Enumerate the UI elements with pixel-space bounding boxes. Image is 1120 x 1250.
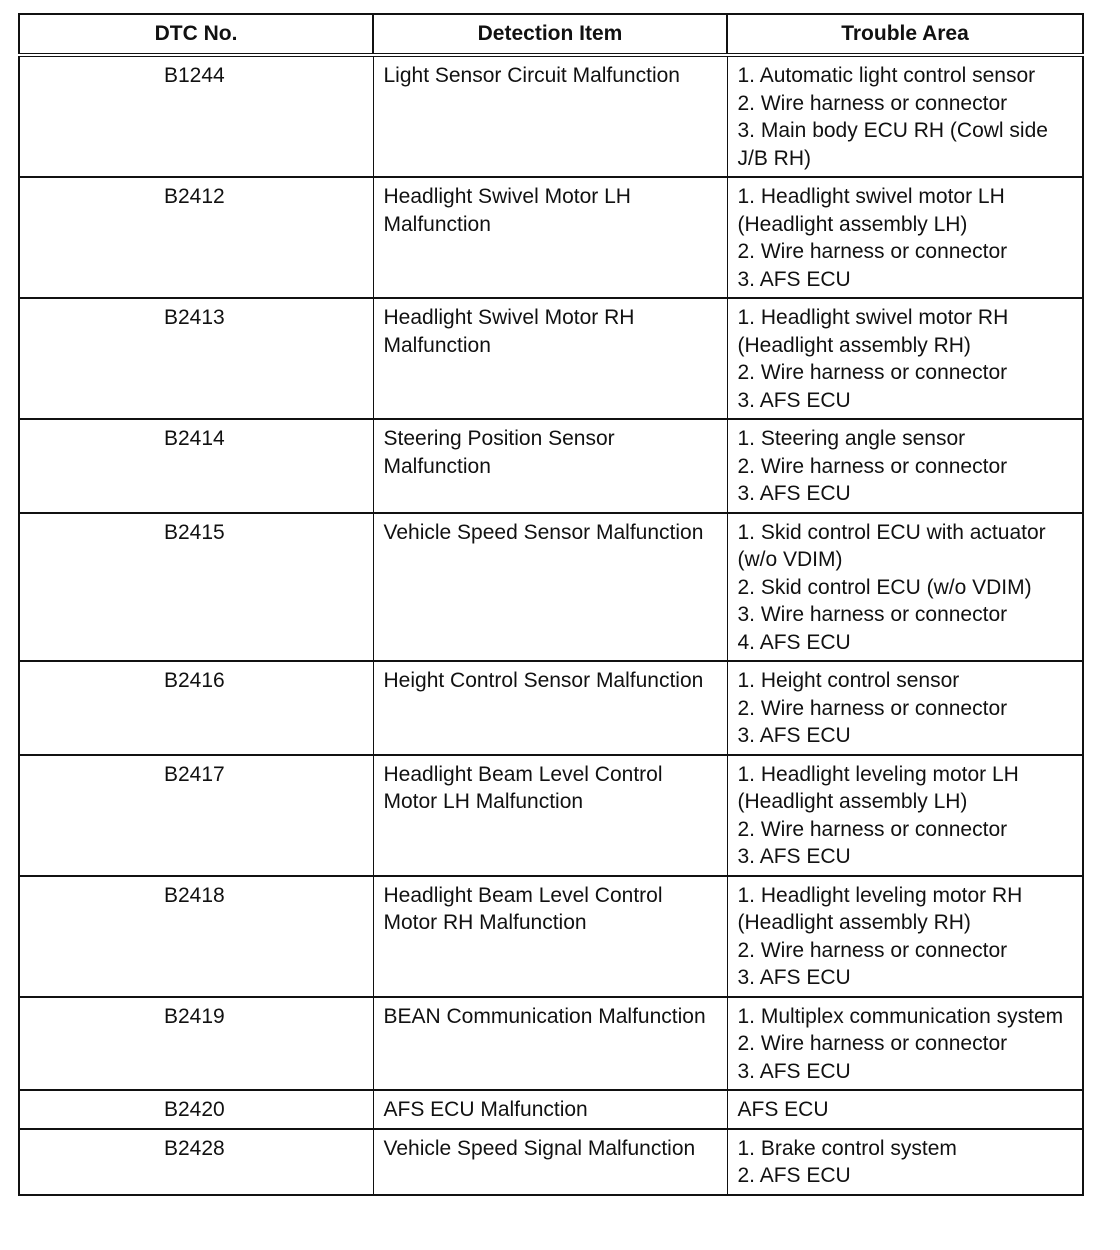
dtc-code-cell: B2417: [19, 755, 373, 876]
trouble-area-line: 2. Wire harness or connector: [737, 696, 1008, 720]
dtc-code-cell: B2416: [19, 661, 373, 755]
trouble-area-line: 2. AFS ECU: [737, 1164, 851, 1187]
header-detection-item: Detection Item: [373, 14, 727, 55]
trouble-area-line: 3. AFS ECU: [737, 724, 851, 747]
table-header: [19, 14, 1083, 55]
detection-item-cell: Steering Position Sensor Malfunction: [373, 419, 727, 513]
table-row: [19, 1129, 1083, 1195]
trouble-area-line: 2. Wire harness or connector: [737, 1032, 1008, 1055]
trouble-area-cell: [727, 1129, 1083, 1195]
trouble-area-cell: [727, 1090, 1083, 1129]
trouble-area-cell: [727, 55, 1083, 177]
table-row: [19, 55, 1083, 177]
trouble-area-line: 2. Skid control ECU (w/o VDIM): [737, 575, 1032, 599]
trouble-area-line: 2. Wire harness or connector: [737, 454, 1008, 478]
trouble-area-line: 1. Headlight leveling motor RH (Headlight assembly RH): [737, 883, 1029, 934]
trouble-area-cell: [727, 298, 1083, 419]
detection-item-cell: Vehicle Speed Signal Malfunction: [373, 1129, 727, 1195]
trouble-area-line: 1. Headlight leveling motor LH (Headlight assembly LH): [737, 762, 1025, 813]
trouble-area-cell: [727, 177, 1083, 298]
detection-item-cell: Headlight Beam Level Control Motor RH Malfunction: [373, 876, 727, 997]
table-row: [19, 513, 1083, 662]
trouble-area-cell: [727, 755, 1083, 876]
table-row: [19, 997, 1083, 1091]
trouble-area-line: 1. Multiplex communication system: [737, 1004, 1064, 1028]
detection-item-cell: Vehicle Speed Sensor Malfunction: [373, 513, 727, 662]
detection-item-cell: AFS ECU Malfunction: [373, 1090, 727, 1129]
dtc-code-cell: B2418: [19, 876, 373, 997]
trouble-area-cell: [727, 997, 1083, 1091]
trouble-area-line: 3. AFS ECU: [737, 267, 851, 291]
dtc-code-cell: B2428: [19, 1129, 373, 1195]
header-row: [19, 14, 1083, 55]
trouble-area-line: 3. Wire harness or connector: [737, 603, 1008, 626]
trouble-area-line: 3. AFS ECU: [737, 482, 851, 505]
trouble-area-line: 3. AFS ECU: [737, 1059, 851, 1083]
detection-item-cell: Headlight Swivel Motor LH Malfunction: [373, 177, 727, 298]
trouble-area-line: 2. Wire harness or connector: [737, 938, 1008, 962]
detection-item-cell: Height Control Sensor Malfunction: [373, 661, 727, 755]
trouble-area-line: 2. Wire harness or connector: [737, 91, 1008, 115]
dtc-code-cell: B2412: [19, 177, 373, 298]
table-row: [19, 661, 1083, 755]
dtc-code-cell: B2413: [19, 298, 373, 419]
trouble-area-line: 1. Steering angle sensor: [737, 427, 966, 450]
dtc-code-cell: B2420: [19, 1090, 373, 1129]
trouble-area-line: 1. Automatic light control sensor: [737, 64, 1036, 87]
detection-item-cell: Headlight Swivel Motor RH Malfunction: [373, 298, 727, 419]
trouble-area-cell: [727, 419, 1083, 513]
trouble-area-line: 3. AFS ECU: [737, 388, 851, 412]
trouble-area-line: 1. Brake control system: [737, 1136, 957, 1160]
table-row: [19, 1090, 1083, 1129]
header-dtc-no: DTC No.: [19, 14, 373, 55]
trouble-area-line: 1. Headlight swivel motor LH (Headlight assembly LH): [737, 185, 1011, 236]
trouble-area-cell: [727, 876, 1083, 997]
table-row: [19, 419, 1083, 513]
trouble-area-line: 3. Main body ECU RH (Cowl side J/B RH): [737, 119, 1054, 170]
trouble-area-line: 1. Height control sensor: [737, 669, 960, 692]
trouble-area-line: 3. AFS ECU: [737, 966, 851, 989]
trouble-area-cell: [727, 661, 1083, 755]
trouble-area-line: 4. AFS ECU: [737, 630, 851, 654]
dtc-code-cell: B2415: [19, 513, 373, 662]
trouble-area-line: 2. Wire harness or connector: [737, 817, 1008, 841]
table-row: [19, 755, 1083, 876]
dtc-code-cell: B1244: [19, 55, 373, 177]
detection-item-cell: BEAN Communication Malfunction: [373, 997, 727, 1091]
header-trouble-area: Trouble Area: [727, 14, 1083, 55]
trouble-area-line: 3. AFS ECU: [737, 845, 851, 868]
table-body: [19, 55, 1083, 1195]
dtc-code-cell: B2419: [19, 997, 373, 1091]
detection-item-cell: Light Sensor Circuit Malfunction: [373, 55, 727, 177]
trouble-area-line: 1. Skid control ECU with actuator (w/o VDIM): [737, 520, 1052, 571]
trouble-area-line: 2. Wire harness or connector: [737, 361, 1008, 384]
trouble-area-line: 1. Headlight swivel motor RH (Headlight assembly RH): [737, 306, 1015, 357]
trouble-area-line: AFS ECU: [737, 1098, 829, 1121]
table-row: [19, 876, 1083, 997]
detection-item-cell: Headlight Beam Level Control Motor LH Malfunction: [373, 755, 727, 876]
table-row: [19, 298, 1083, 419]
dtc-table: [18, 13, 1084, 1196]
trouble-area-cell: [727, 513, 1083, 662]
trouble-area-line: 2. Wire harness or connector: [737, 240, 1008, 263]
table-row: [19, 177, 1083, 298]
dtc-code-cell: B2414: [19, 419, 373, 513]
